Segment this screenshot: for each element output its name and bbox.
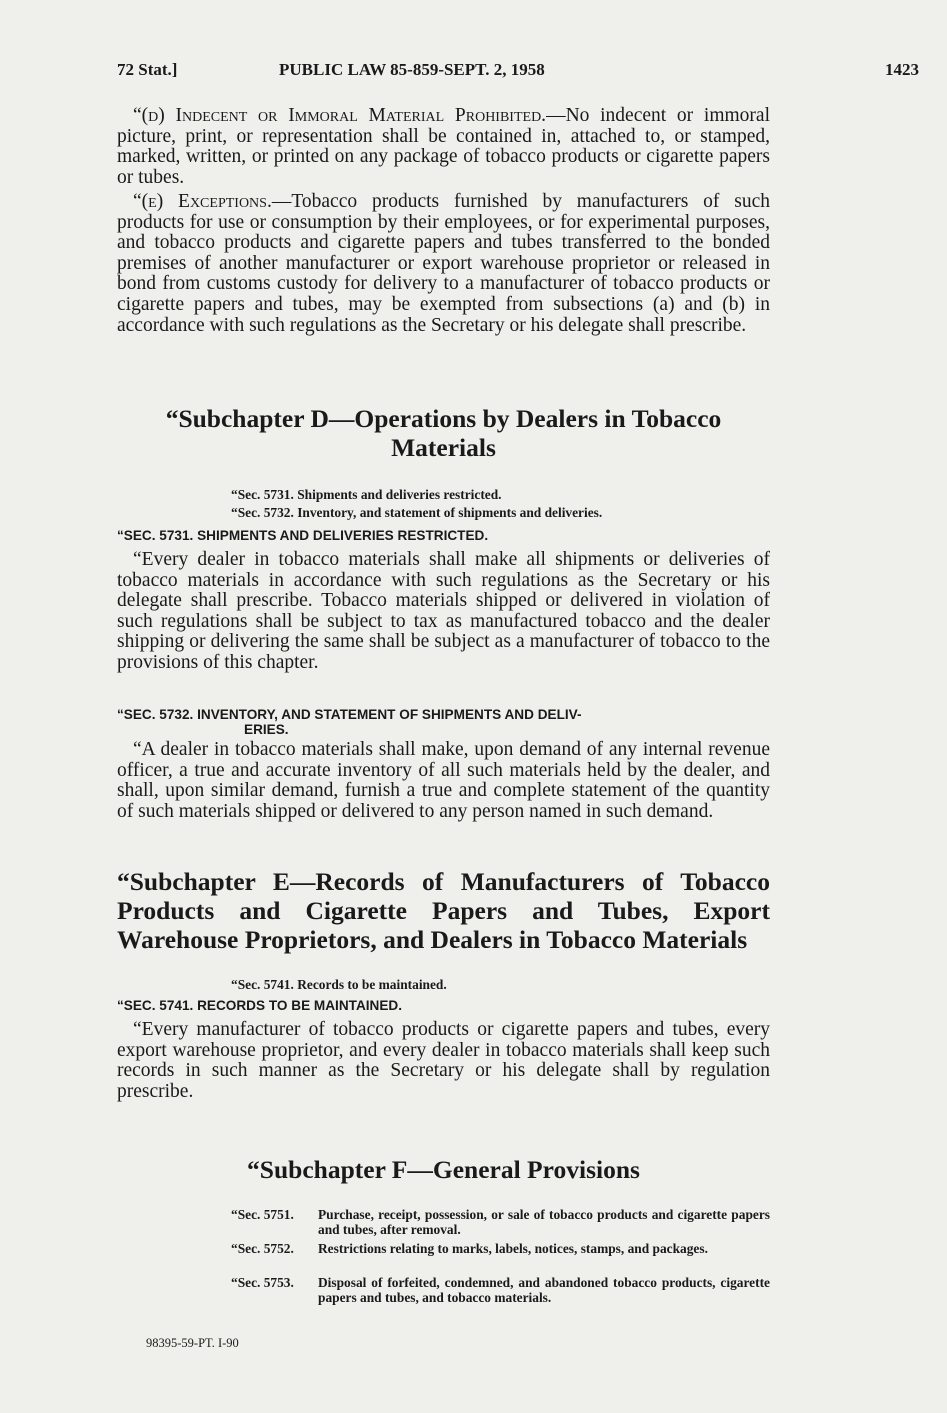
sec-5741-body [117,1020,770,1102]
paragraph-e-lead: “(e) Exceptions. [133,191,272,212]
toc-sec-5753-text: Disposal of forfeited, condemned, and abandoned tobacco products, cigarette papers and tubes, and tobacco materials. [318,1275,770,1305]
subchapter-e-title: “Subchapter E—Records of Manufacturers of Tobacco Products and Cigarette Papers and Tubes, Export Warehouse Proprietors, and Dealers in Tobacco Materials [117,867,770,954]
paragraph-d-text: —No indecent or immoral picture, print, or representation shall be contained in, attached to, or stamped, marked, written, or printed on any package of tobacco products or cigarette papers or tubes. [117,105,770,188]
sec-5732-heading-line1: “SEC. 5732. INVENTORY, AND STATEMENT OF SHIPMENTS AND DELIV- [117,707,582,722]
paragraph-e [117,192,770,336]
sec-5732-heading [117,707,770,737]
toc-sec-5753-number: “Sec. 5753. [231,1275,294,1290]
toc-sec-5752-number: “Sec. 5752. [231,1241,294,1256]
sec-5731-body [117,550,770,674]
paragraph-d-lead: “(d) Indecent or Immoral Material Prohibited. [133,105,547,126]
subchapter-f-title: “Subchapter F—General Provisions [247,1155,640,1184]
sec-5731-text: “Every dealer in tobacco materials shall make all shipments or deliveries of tobacco materials in accordance with such regulations as the Secretary or his delegate shall prescribe. Tobacco materials shipped or delivered in violation of such regulations shall be subject to tax as manufactured tobacco and the dealer shipping or delivering the same shall be subject as a manufacturer of tobacco to the provisions of this chapter. [117,549,770,673]
toc-sec-5751-text: Purchase, receipt, possession, or sale of tobacco products and cigarette papers and tubes, after removal. [318,1207,770,1237]
paragraph-d [117,106,770,188]
subchapter-d-title: “Subchapter D—Operations by Dealers in Tobacco Materials [165,404,722,462]
printer-footnote: 98395-59-PT. I-90 [146,1336,239,1350]
sec-5741-heading: “SEC. 5741. RECORDS TO BE MAINTAINED. [117,998,403,1013]
sec-5732-body [117,740,770,822]
toc-sec-5732: “Sec. 5732. Inventory, and statement of shipments and deliveries. [231,505,603,520]
toc-sec-5752-text: Restrictions relating to marks, labels, notices, stamps, and packages. [318,1241,708,1256]
page-header [117,60,919,86]
toc-sec-5751-number: “Sec. 5751. [231,1207,294,1222]
page-number: 1423 [885,60,919,79]
paragraph-e-text: —Tobacco products furnished by manufacturers of such products for use or consumption by their employees, or for experimental purposes, and tobacco products and cigarette papers and tubes transferred to the bonded premises of another manufacturer or export warehouse proprietor or released in bond from customs custody for delivery to a manufacturer of tobacco products or cigarette papers and tubes, may be exempted from subsections (a) and (b) in accordance with such regulations as the Secretary or his delegate shall prescribe. [117,191,770,336]
sec-5731-heading: “SEC. 5731. SHIPMENTS AND DELIVERIES RESTRICTED. [117,528,489,543]
toc-sec-5741: “Sec. 5741. Records to be maintained. [231,977,447,992]
statute-reference: 72 Stat.] [117,60,178,79]
sec-5732-heading-line2: ERIES. [244,722,289,737]
sec-5741-text: “Every manufacturer of tobacco products or cigarette papers and tubes, every export warehouse proprietor, and every dealer in tobacco materials shall keep such records in such manner as the Secretary or his delegate shall by regulation prescribe. [117,1019,770,1102]
running-title: PUBLIC LAW 85-859-SEPT. 2, 1958 [279,60,545,79]
sec-5732-text: “A dealer in tobacco materials shall make, upon demand of any internal revenue officer, a true and accurate inventory of all such materials held by the dealer, and shall, upon similar demand, furnish a true and complete statement of the quantity of such materials shipped or delivered to any person named in such demand. [117,739,770,822]
toc-sec-5731: “Sec. 5731. Shipments and deliveries restricted. [231,487,502,502]
